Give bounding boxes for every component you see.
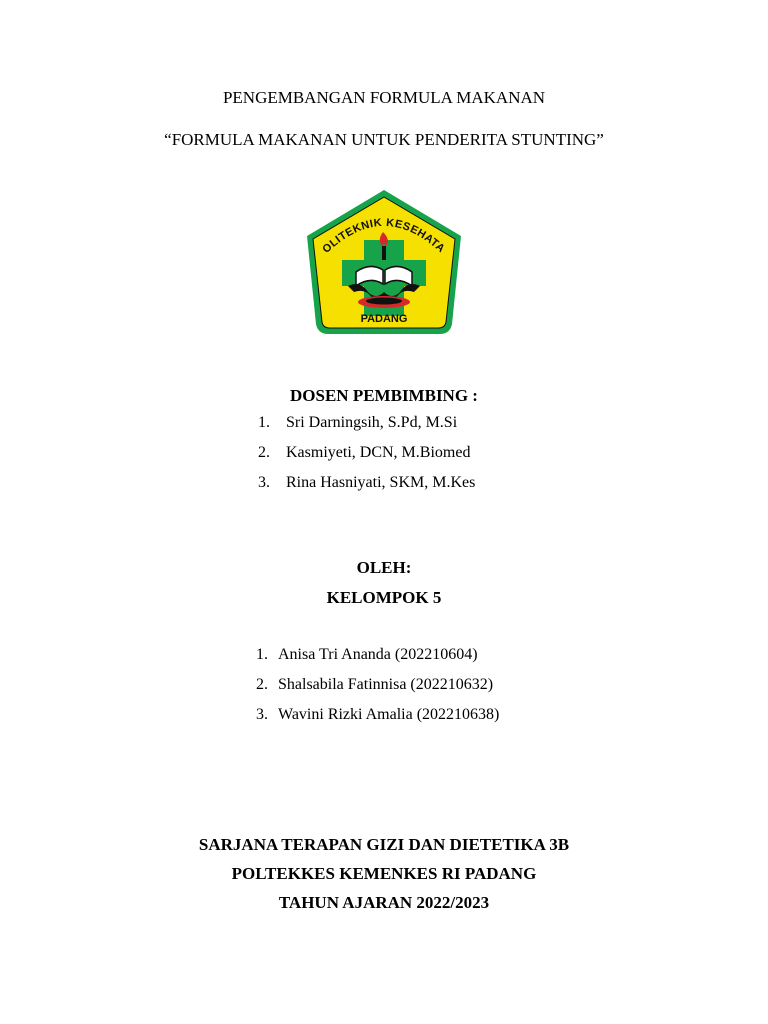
by-label: OLEH: bbox=[356, 558, 412, 577]
institution-name: POLTEKKES KEMENKES RI PADANG bbox=[231, 864, 537, 883]
supervisor-item: 2. Kasmiyeti, DCN, M.Biomed bbox=[258, 444, 471, 461]
member-item: 2. Shalsabila Fatinnisa (202210632) bbox=[256, 676, 494, 693]
document-subtitle: “FORMULA MAKANAN UNTUK PENDERITA STUNTING” bbox=[164, 130, 604, 149]
member-list bbox=[256, 646, 556, 736]
member-item: 1. Anisa Tri Ananda (202210604) bbox=[256, 646, 478, 663]
document-title: PENGEMBANGAN FORMULA MAKANAN bbox=[222, 88, 546, 107]
poltekkes-logo bbox=[304, 188, 464, 336]
supervisor-list bbox=[258, 414, 558, 504]
poltekkes-emblem-icon bbox=[304, 188, 464, 336]
supervisor-heading: DOSEN PEMBIMBING : bbox=[290, 386, 478, 405]
academic-year: TAHUN AJARAN 2022/2023 bbox=[278, 893, 490, 912]
group-name: KELOMPOK 5 bbox=[326, 588, 442, 607]
logo-top-text: OLITEKNIK KESEHATA bbox=[320, 216, 448, 256]
supervisor-item: 3. Rina Hasniyati, SKM, M.Kes bbox=[258, 474, 476, 491]
logo-bottom-text: PADANG bbox=[360, 313, 408, 325]
member-item: 3. Wavini Rizki Amalia (202210638) bbox=[256, 706, 500, 723]
supervisor-item: 1. Sri Darningsih, S.Pd, M.Si bbox=[258, 414, 458, 431]
program-name: SARJANA TERAPAN GIZI DAN DIETETIKA 3B bbox=[198, 835, 570, 854]
